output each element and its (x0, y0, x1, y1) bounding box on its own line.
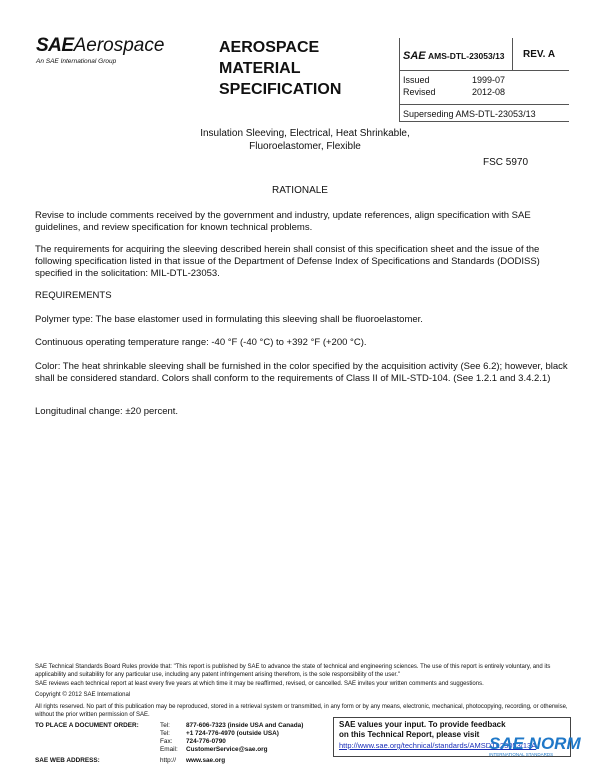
revised-label: Revised (403, 87, 436, 97)
feedback-link[interactable]: http://www.sae.org/technical/standards/AMSDTL23053/13A (339, 741, 537, 750)
color-paragraph: Color: The heat shrinkable sleeving shall be furnished in the color specified by the acquisition activity (See 6.2); however, black shall be considered standard. Colors shall conform to the requirements of Class II of MIL-STD-104. (See 1.2.1 and 3.4.2.1) (35, 361, 568, 384)
header-rule-top (399, 70, 569, 71)
rev-divider-vertical (512, 38, 513, 70)
order-label: TO PLACE A DOCUMENT ORDER: (35, 722, 139, 729)
revision-label: REV. A (523, 49, 556, 60)
docnum-value: AMS-DTL-23053/13 (428, 51, 505, 61)
tel-label: Tel: (160, 722, 170, 729)
watermark-subtitle: INTERNATIONAL STANDARDS (489, 752, 554, 757)
tel2-label: Tel: (160, 730, 170, 737)
feedback-line-1: SAE values your input. To provide feedback (339, 720, 506, 729)
header-rule-superseding (399, 121, 569, 122)
revised-value: 2012-08 (472, 87, 506, 97)
title-line-1: AEROSPACE (219, 39, 320, 56)
footer-review: SAE reviews each technical report at least every five years at which time it may be reaffirmed, revised, or cancelled. SAE invites your written comments and suggestions. (35, 681, 484, 687)
fax-value: 724-776-0790 (186, 738, 226, 745)
polymer-type-paragraph: Polymer type: The base elastomer used in formulating this sleeving shall be fluoroelastomer. (35, 314, 423, 325)
rationale-heading: RATIONALE (272, 185, 328, 196)
logo-sae: SAE (36, 35, 74, 56)
temperature-paragraph: Continuous operating temperature range: -40 °F (-40 °C) to +392 °F (+200 °C). (35, 337, 367, 348)
header-rule-bottom (399, 104, 569, 105)
fax-label: Fax: (160, 738, 173, 745)
header-divider-vertical (399, 38, 400, 122)
web-label: http:// (160, 757, 176, 764)
sae-aerospace-logo (36, 35, 164, 57)
web-link[interactable]: www.sae.org (186, 757, 226, 764)
document-subject (140, 127, 470, 153)
footer-rights: All rights reserved. No part of this publication may be reproduced, stored in a retrieval system or transmitted, in any form or by any means, electronic, mechanical, photocopying, recording, or otherwise, without the prior written permission of SAE. (35, 704, 568, 718)
sae-norm-watermark: SAE NORM (489, 734, 581, 753)
web-address-label: SAE WEB ADDRESS: (35, 757, 100, 764)
issued-value: 1999-07 (472, 75, 506, 85)
email-label: Email: (160, 746, 178, 753)
superseding-note: Superseding AMS-DTL-23053/13 (403, 109, 536, 119)
logo-aerospace: Aerospace (73, 35, 165, 56)
title-line-2: MATERIAL (219, 60, 301, 77)
logo-subtitle: An SAE International Group (36, 58, 117, 65)
fsc-code: FSC 5970 (483, 157, 529, 168)
tel-value: 877-606-7323 (inside USA and Canada) (186, 722, 304, 729)
document-type-title (219, 37, 389, 100)
footer-copyright: Copyright © 2012 SAE International (35, 692, 131, 698)
subject-line-2: Fluoroelastomer, Flexible (249, 141, 361, 152)
issued-label: Issued (403, 75, 430, 85)
longitudinal-change-paragraph: Longitudinal change: ±20 percent. (35, 406, 179, 417)
feedback-line-2: on this Technical Report, please visit (339, 730, 480, 739)
email-link[interactable]: CustomerService@sae.org (186, 746, 268, 753)
subject-line-1: Insulation Sleeving, Electrical, Heat Shrinkable, (200, 128, 410, 139)
footer-policy: SAE Technical Standards Board Rules provide that: "This report is published by SAE to advance the state of technical and engineering sciences. The use of this report is entirely voluntary, and its applicability and suitability for any particular use, including any patent infringement arising therefrom, is the sole responsibility of the user." (35, 664, 551, 678)
requirements-heading: REQUIREMENTS (35, 290, 112, 301)
docnum-sae: SAE (403, 50, 426, 62)
document-number (403, 50, 505, 62)
requirements-intro-paragraph: The requirements for acquiring the sleeving described herein shall consist of this specification sheet and the issue of the following specification listed in that issue of the Department of Defense Index of Specifications and Standards (DODISS) specified in the solicitation: MIL-DTL-23053. (35, 244, 540, 279)
rationale-paragraph: Revise to include comments received by the government and industry, update references, align specification with SAE guidelines, and review specification for known technical problems. (35, 210, 531, 233)
title-line-3: SPECIFICATION (219, 81, 342, 98)
tel2-value: +1 724-776-4970 (outside USA) (186, 730, 279, 737)
